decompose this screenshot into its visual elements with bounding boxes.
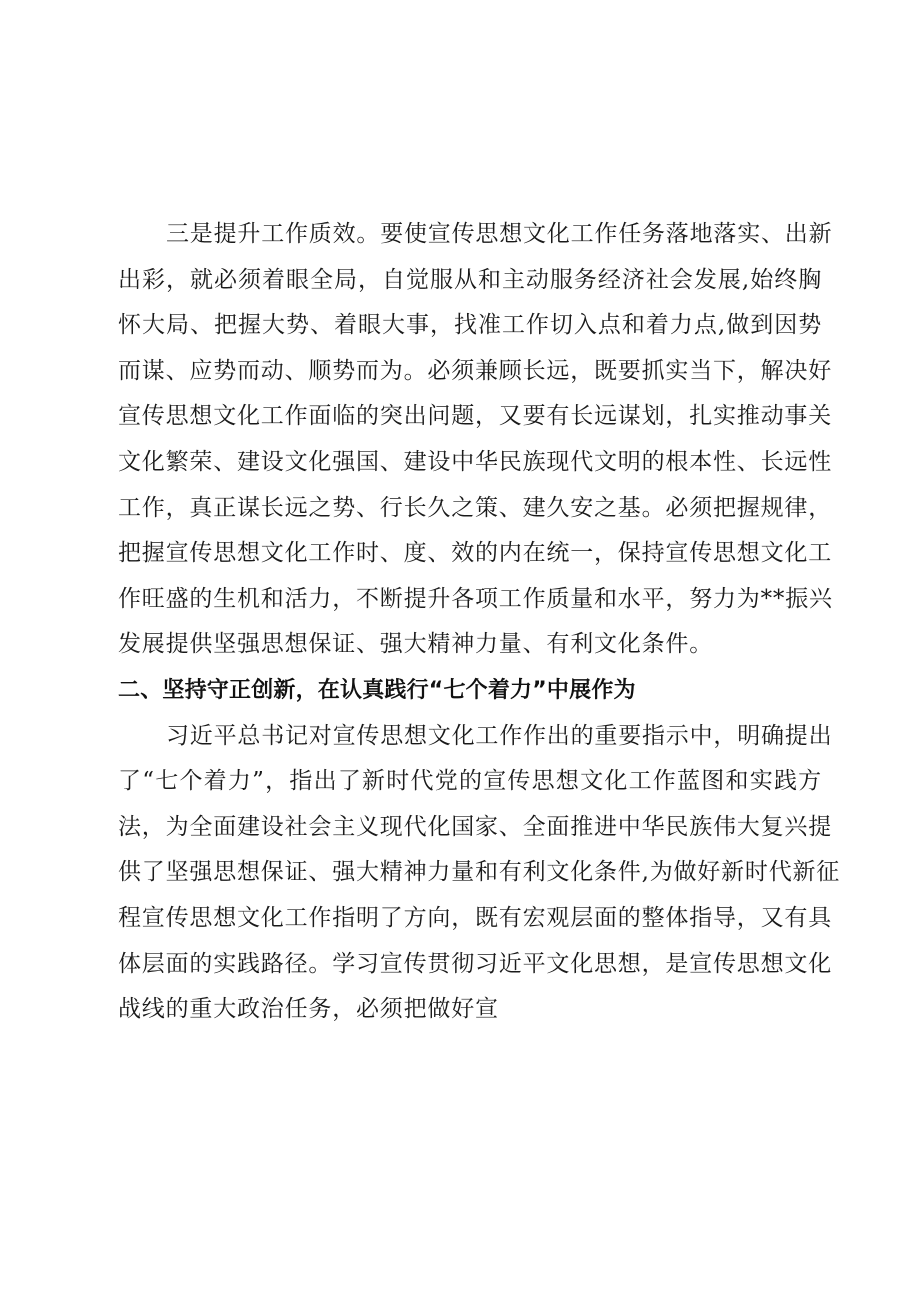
text-line: 战线的重大政治任务，必须把做好宣 [118, 996, 499, 1023]
text-line: 发展提供坚强思想保证、强大精神力量、有利文化条件。 [118, 631, 713, 658]
text-line: 供了坚强思想保证、强大精神力量和有利文化条件,为做好新时代新征 [118, 859, 841, 886]
section-heading: 二、坚持守正创新，在认真践行“七个着力”中展作为 [118, 677, 636, 703]
text-line: 工作，真正谋长远之势、行长久之策、建久安之基。必须把握规律， [118, 494, 832, 521]
text-line: 作旺盛的生机和活力，不断提升各项工作质量和水平，努力为**振兴 [118, 585, 833, 612]
text-line: 文化繁荣、建设文化强国、建设中华民族现代文明的根本性、长远性 [118, 448, 832, 475]
text-line: 而谋、应势而动、顺势而为。必须兼顾长远，既要抓实当下，解决好 [118, 357, 832, 384]
document-body [118, 212, 841, 1033]
text-line: 程宣传思想文化工作指明了方向，既有宏观层面的整体指导，又有具 [118, 904, 832, 931]
text-line: 三是提升工作质效。要使宣传思想文化工作任务落地落实、出新 [166, 221, 833, 247]
text-line: 了“七个着力”，指出了新时代党的宣传思想文化工作蓝图和实践方 [118, 768, 822, 795]
text-line: 体层面的实践路径。学习宣传贯彻习近平文化思想，是宣传思想文化 [118, 950, 832, 977]
paragraph-improve-work-quality [118, 212, 833, 668]
text-line: 把握宣传思想文化工作时、度、效的内在统一，保持宣传思想文化工 [118, 540, 832, 567]
text-line: 出彩，就必须着眼全局，自觉服从和主动服务经济社会发展,始终胸 [118, 266, 822, 293]
text-line: 法，为全面建设社会主义现代化国家、全面推进中华民族伟大复兴提 [118, 813, 832, 840]
text-line: 习近平总书记对宣传思想文化工作作出的重要指示中，明确提出 [166, 722, 833, 749]
text-line: 怀大局、把握大势、着眼大事，找准工作切入点和着力点,做到因势 [118, 312, 822, 339]
paragraph-seven-efforts [118, 714, 841, 1033]
text-line: 宣传思想文化工作面临的突出问题，又要有长远谋划，扎实推动事关 [118, 403, 832, 430]
